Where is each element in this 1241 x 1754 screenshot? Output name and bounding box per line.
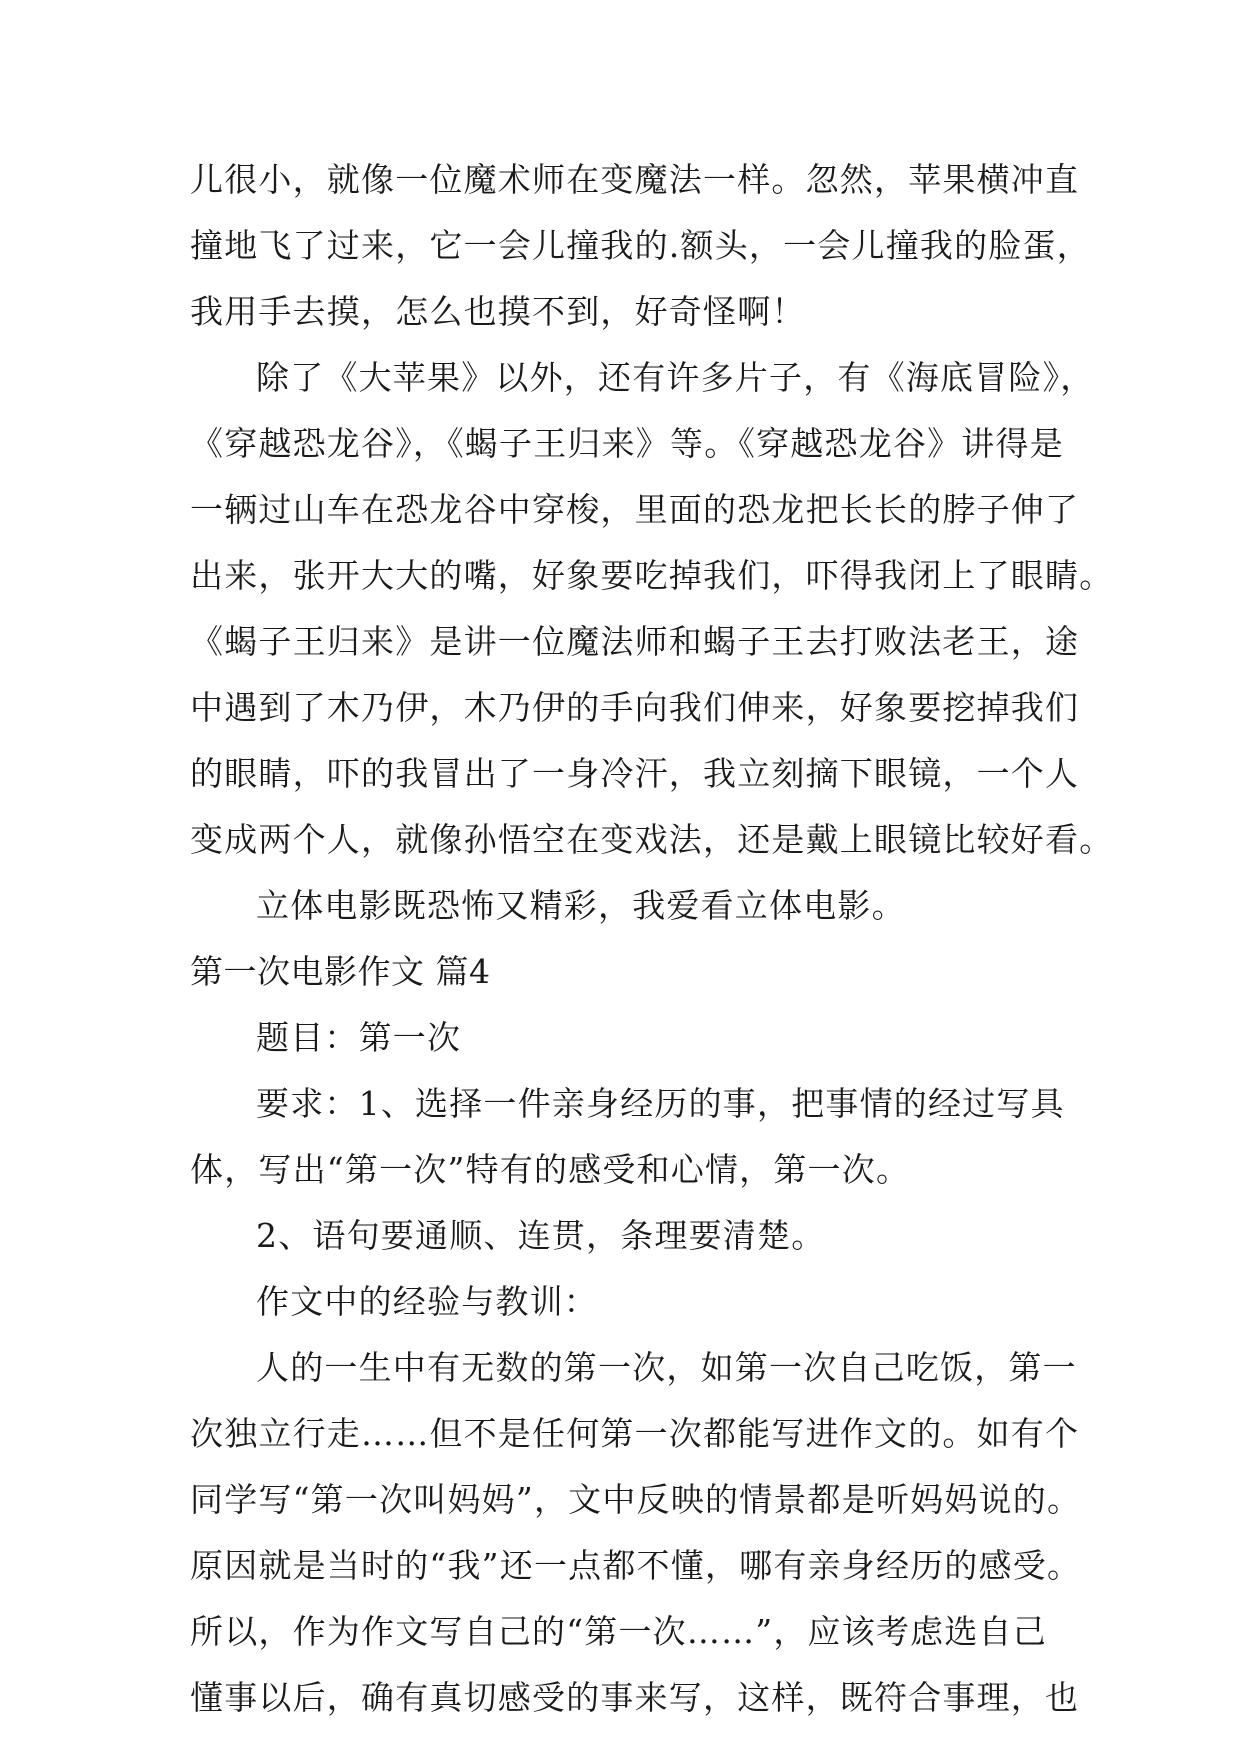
text-line: 撞地飞了过来，它一会儿撞我的.额头，一会儿撞我的脸蛋， [190,226,1091,265]
text-line: 体，写出“第一次”特有的感受和心情，第一次。 [190,1150,911,1189]
paragraph-start-line: 人的一生中有无数的第一次，如第一次自己吃饭，第一 [256,1348,1077,1387]
paragraph-start-line: 要求：1、选择一件亲身经历的事，把事情的经过写具 [256,1084,1065,1123]
text-line: 原因就是当时的“我”还一点都不懂，哪有亲身经历的感受。 [190,1546,1082,1585]
text-line: 次独立行走……但不是任何第一次都能写进作文的。如有个 [190,1414,1080,1453]
text-line: 我用手去摸，怎么也摸不到，好奇怪啊！ [190,292,806,331]
text-line: 的眼睛，吓的我冒出了一身冷汗，我立刻摘下眼镜，一个人 [190,754,1080,793]
text-line: 《蝎子王归来》是讲一位魔法师和蝎子王去打败法老王，途 [190,622,1080,661]
text-line: 所以，作为作文写自己的“第一次……”，应该考虑选自己 [190,1612,1047,1651]
text-line: 儿很小，就像一位魔术师在变魔法一样。忽然，苹果横冲直 [190,160,1080,199]
text-line: 同学写“第一次叫妈妈”，文中反映的情景都是听妈妈说的。 [190,1480,1082,1519]
paragraph-start-line: 题目：第一次 [256,1018,462,1057]
text-line: 变成两个人，就像孙悟空在变戏法，还是戴上眼镜比较好看。 [190,820,1114,859]
text-line: 出来，张开大大的嘴，好象要吃掉我们，吓得我闭上了眼睛。 [190,556,1114,595]
paragraph-start-line: 立体电影既恐怖又精彩，我爱看立体电影。 [256,886,906,925]
text-line: 懂事以后，确有真切感受的事来写，这样，既符合事理，也 [190,1678,1080,1717]
text-line: 一辆过山车在恐龙谷中穿梭，里面的恐龙把长长的脖子伸了 [190,490,1080,529]
paragraph-start-line: 作文中的经验与教训： [256,1282,598,1321]
paragraph-start-line: 除了《大苹果》以外，还有许多片子，有《海底冒险》， [256,358,1095,397]
text-line: 中遇到了木乃伊，木乃伊的手向我们伸来，好象要挖掉我们 [190,688,1080,727]
paragraph-start-line: 2、语句要通顺、连贯，条理要清楚。 [256,1216,826,1255]
section-heading: 第一次电影作文 篇4 [190,952,491,991]
text-line: 《穿越恐龙谷》，《蝎子王归来》等。《穿越恐龙谷》讲得是 [190,424,1064,463]
